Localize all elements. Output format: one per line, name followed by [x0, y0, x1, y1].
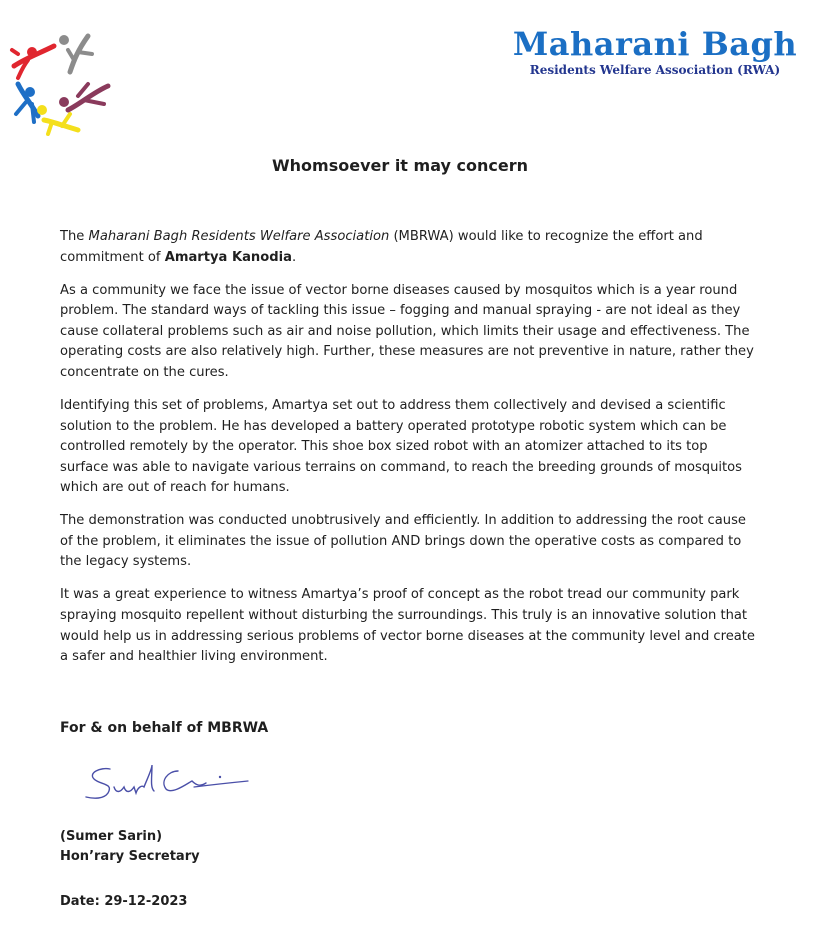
paragraph-solution: Identifying this set of problems, Amartya set out to address them collectively and devised a scientific solution to the problem. He has developed a battery operated prototype robotic system which can be controlled remotely by the operator. This shoe box sized robot with an atomizer attached to its top surface was able to navigate various terrains on command, to reach the breeding grounds of mosquitos which are out of reach for humans. — [60, 397, 742, 496]
logo-figure-grey — [59, 35, 92, 72]
paragraph-conclusion: It was a great experience to witness Amartya’s proof of concept as the robot tread our community park spraying mosquito repellent without disturbing the surroundings. This truly is an innovative solution that would help us in addressing serious problems of vector borne diseases at the community level and create a safer and healthier living environment. — [60, 587, 755, 665]
signer-details — [60, 827, 460, 867]
signer-title: Hon’rary Secretary — [60, 849, 200, 864]
logo-figure-blue — [16, 84, 38, 122]
letter-title: Whomsoever it may concern — [272, 156, 528, 175]
logo-figure-plum — [59, 84, 108, 110]
intro-end: . — [291, 249, 297, 265]
intro-prefix: The — [60, 229, 89, 244]
logo-figure-red — [12, 46, 54, 78]
paragraph-intro — [60, 227, 760, 268]
org-name: Maharani Bagh — [512, 25, 798, 63]
paragraph-demonstration: The demonstration was conducted unobtrusively and efficiently. In addition to addressing the root cause of the problem, it eliminates the issue of pollution AND brings down the operative costs as compared to the legacy systems. — [60, 513, 746, 570]
org-header — [505, 26, 805, 77]
signer-name: (Sumer Sarin) — [60, 829, 163, 844]
on-behalf-line: For & on behalf of MBRWA — [60, 720, 269, 736]
rwa-people-logo — [8, 30, 112, 136]
org-subtitle: Residents Welfare Association (RWA) — [529, 63, 781, 77]
recipient-name: Amartya Kanodia — [164, 249, 292, 265]
handwritten-signature — [80, 757, 250, 807]
signature-block — [60, 717, 460, 912]
intro-middle: (MBRWA) would like to recognize the effort and commitment of — [60, 229, 703, 265]
association-name: Maharani Bagh Residents Welfare Association — [88, 229, 390, 244]
letter-date: Date: 29-12-2023 — [60, 894, 188, 909]
paragraph-problem: As a community we face the issue of vector borne diseases caused by mosquitos which is a year round problem. The standard ways of tackling this issue – fogging and manual spraying - are not ideal as they cause collateral problems such as air and noise pollution, which limits their usage and effectiveness. The operating costs are also relatively high. Further, these measures are not preventive in nature, rather they concentrate on the cures. — [60, 282, 754, 380]
letter-body — [60, 227, 760, 680]
